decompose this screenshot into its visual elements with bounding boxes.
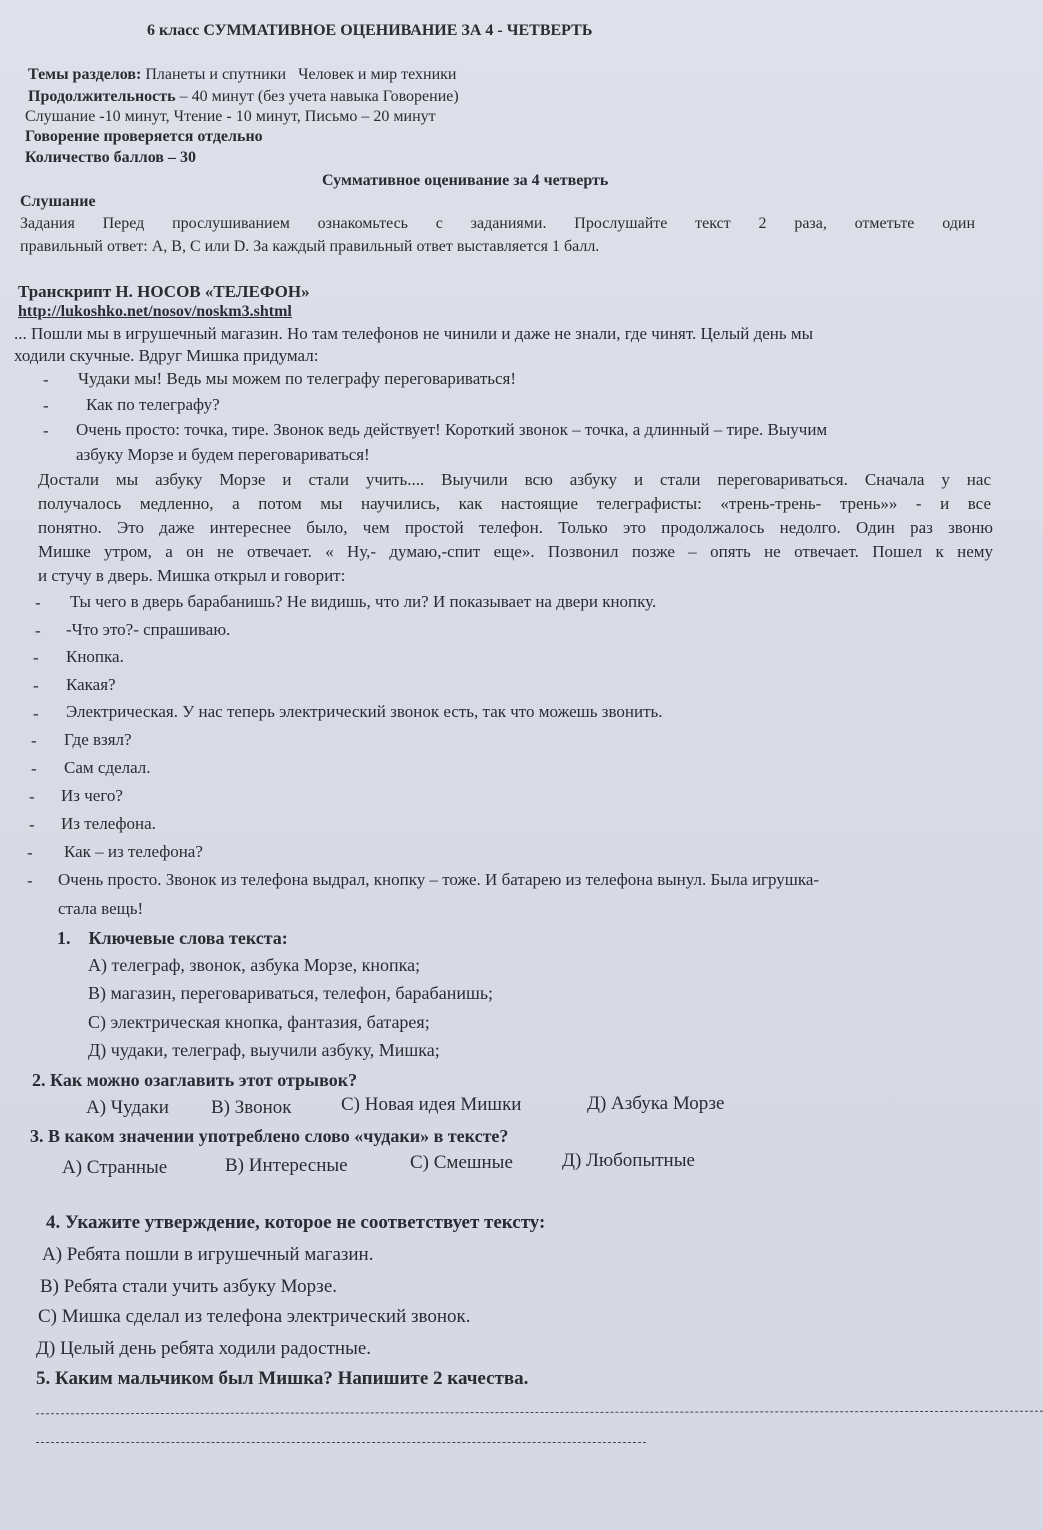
dialog-dash: - xyxy=(29,815,35,834)
topics-label: Темы разделов: xyxy=(28,66,142,83)
duration-label: Продолжительность xyxy=(28,88,176,105)
answer-line[interactable] xyxy=(36,1442,646,1443)
dialog-dash: - xyxy=(43,370,49,389)
dialog-line: Из чего? xyxy=(61,786,123,805)
dialog-dash: - xyxy=(43,421,49,440)
q1-option-d[interactable]: Д) чудаки, телеграф, выучили азбуку, Мишка; xyxy=(88,1040,440,1060)
dialog-dash: - xyxy=(33,648,39,667)
paragraph-line: Достали мы азбуку Морзе и стали учить.... Выучили всю азбуку и стали переговариваться. Сначала у нас xyxy=(38,470,991,489)
paragraph-line: получалось медленно, а потом мы научились, как настоящие телеграфисты: «трень-трень- трень»» - и все xyxy=(38,494,991,513)
dialog-dash: - xyxy=(27,843,33,862)
task-instructions-line2: правильный ответ: А, В, С или D. За каждый правильный ответ выставляется 1 балл. xyxy=(20,238,600,255)
speaking-note: Говорение проверяется отдельно xyxy=(25,128,263,145)
q4-option-c[interactable]: С) Мишка сделал из телефона электрический звонок. xyxy=(38,1306,471,1327)
dialog-dash: - xyxy=(27,871,33,890)
dialog-line: Кнопка. xyxy=(66,647,124,666)
q4-option-a[interactable]: А) Ребята пошли в игрушечный магазин. xyxy=(42,1244,374,1265)
intro-line2: ходили скучные. Вдруг Мишка придумал: xyxy=(14,346,319,365)
dialog-line: Как по телеграфу? xyxy=(86,395,220,414)
dialog-line: Как – из телефона? xyxy=(64,842,203,861)
topics-line xyxy=(28,66,456,84)
question-4-text: 4. Укажите утверждение, которое не соответствует тексту: xyxy=(46,1212,546,1233)
answer-line[interactable] xyxy=(36,1411,1043,1415)
subtitle: Суммативное оценивание за 4 четверть xyxy=(322,172,609,189)
dialog-dash: - xyxy=(31,731,37,750)
source-link[interactable]: http://lukoshko.net/nosov/noskm3.shtml xyxy=(18,303,292,320)
dialog-line: Где взял? xyxy=(64,730,132,749)
question-2-text: 2. Как можно озаглавить этот отрывок? xyxy=(32,1070,358,1090)
dialog-line: Чудаки мы! Ведь мы можем по телеграфу переговариваться! xyxy=(78,369,517,388)
q3-option-d[interactable]: Д) Любопытные xyxy=(562,1150,695,1171)
q3-option-c[interactable]: С) Смешные xyxy=(410,1152,513,1173)
q3-option-b[interactable]: В) Интересные xyxy=(225,1155,348,1176)
q2-option-b[interactable]: В) Звонок xyxy=(211,1097,292,1118)
dialog-dash: - xyxy=(33,704,39,723)
question-1-text: Ключевые слова текста: xyxy=(88,928,288,948)
question-5-text: 5. Каким мальчиком был Мишка? Напишите 2 качества. xyxy=(36,1368,529,1389)
paragraph-line: и стучу в дверь. Мишка открыл и говорит: xyxy=(38,566,346,585)
dialog-line: -Что это?- спрашиваю. xyxy=(66,620,231,639)
q2-option-c[interactable]: С) Новая идея Мишки xyxy=(341,1094,522,1115)
q2-option-a[interactable]: А) Чудаки xyxy=(86,1097,169,1118)
duration-line xyxy=(28,88,459,106)
dialog-line: Сам сделал. xyxy=(64,758,151,777)
q1-option-b[interactable]: В) магазин, переговариваться, телефон, барабанишь; xyxy=(88,983,494,1003)
listening-heading: Слушание xyxy=(20,193,96,210)
dialog-line: Очень просто: точка, тире. Звонок ведь действует! Короткий звонок – точка, а длинный – тире. Выучим xyxy=(76,420,828,439)
dialog-dash: - xyxy=(31,759,37,778)
question-3-text: 3. В каком значении употреблено слово «чудаки» в тексте? xyxy=(30,1126,509,1146)
q2-option-d[interactable]: Д) Азбука Морзе xyxy=(587,1093,725,1114)
dialog-dash: - xyxy=(35,621,41,640)
dialog-line: Из телефона. xyxy=(61,814,156,833)
transcript-heading: Транскрипт Н. НОСОВ «ТЕЛЕФОН» xyxy=(18,282,310,301)
q4-option-b[interactable]: В) Ребята стали учить азбуку Морзе. xyxy=(40,1276,337,1297)
dialog-dash: - xyxy=(35,593,41,612)
dialog-line: Электрическая. У нас теперь электрический звонок есть, так что можешь звонить. xyxy=(66,702,663,721)
duration-value: – 40 минут (без учета навыка Говорение) xyxy=(179,88,459,105)
paragraph-line: Мишке утром, а он не отвечает. « Ну,- думаю,-спит еще». Позвонил позже – опять не отвечает. Пошел к нему xyxy=(38,542,993,561)
q1-option-c[interactable]: С) электрическая кнопка, фантазия, батарея; xyxy=(88,1012,430,1032)
dialog-line: Ты чего в дверь барабанишь? Не видишь, что ли? И показывает на двери кнопку. xyxy=(70,592,657,611)
intro-line1: ... Пошли мы в игрушечный магазин. Но там телефонов не чинили и даже не знали, где чинят. Целый день мы xyxy=(14,324,814,343)
durations-line: Слушание -10 минут, Чтение - 10 минут, Письмо – 20 минут xyxy=(25,108,436,125)
q1-option-a[interactable]: А) телеграф, звонок, азбука Морзе, кнопка; xyxy=(88,955,421,975)
dialog-line-cont: стала вещь! xyxy=(58,899,144,918)
dialog-dash: - xyxy=(29,787,35,806)
q4-option-d[interactable]: Д) Целый день ребята ходили радостные. xyxy=(36,1338,372,1359)
dialog-dash: - xyxy=(43,396,49,415)
question-1-number: 1. xyxy=(57,928,71,948)
question-1 xyxy=(57,928,288,949)
points-line: Количество баллов – 30 xyxy=(25,149,196,166)
task-instructions-line1: Задания Перед прослушиванием ознакомьтесь с заданиями. Прослушайте текст 2 раза, отметьте один xyxy=(20,215,975,232)
dialog-line: Очень просто. Звонок из телефона выдрал, кнопку – тоже. И батарею из телефона вынул. Была игрушка- xyxy=(58,870,820,889)
dialog-line: Какая? xyxy=(66,675,116,694)
paragraph-line: понятно. Это даже интереснее было, чем простой телефон. Только это продолжалось недолго. Один раз звоню xyxy=(38,518,993,537)
dialog-dash: - xyxy=(33,676,39,695)
dialog-line-cont: азбуку Морзе и будем переговариваться! xyxy=(76,445,370,464)
page-title: 6 класс СУММАТИВНОЕ ОЦЕНИВАНИЕ ЗА 4 - ЧЕТВЕРТЬ xyxy=(147,22,593,39)
topics-value: Планеты и спутники Человек и мир техники xyxy=(145,66,457,83)
q3-option-a[interactable]: А) Странные xyxy=(62,1157,168,1178)
